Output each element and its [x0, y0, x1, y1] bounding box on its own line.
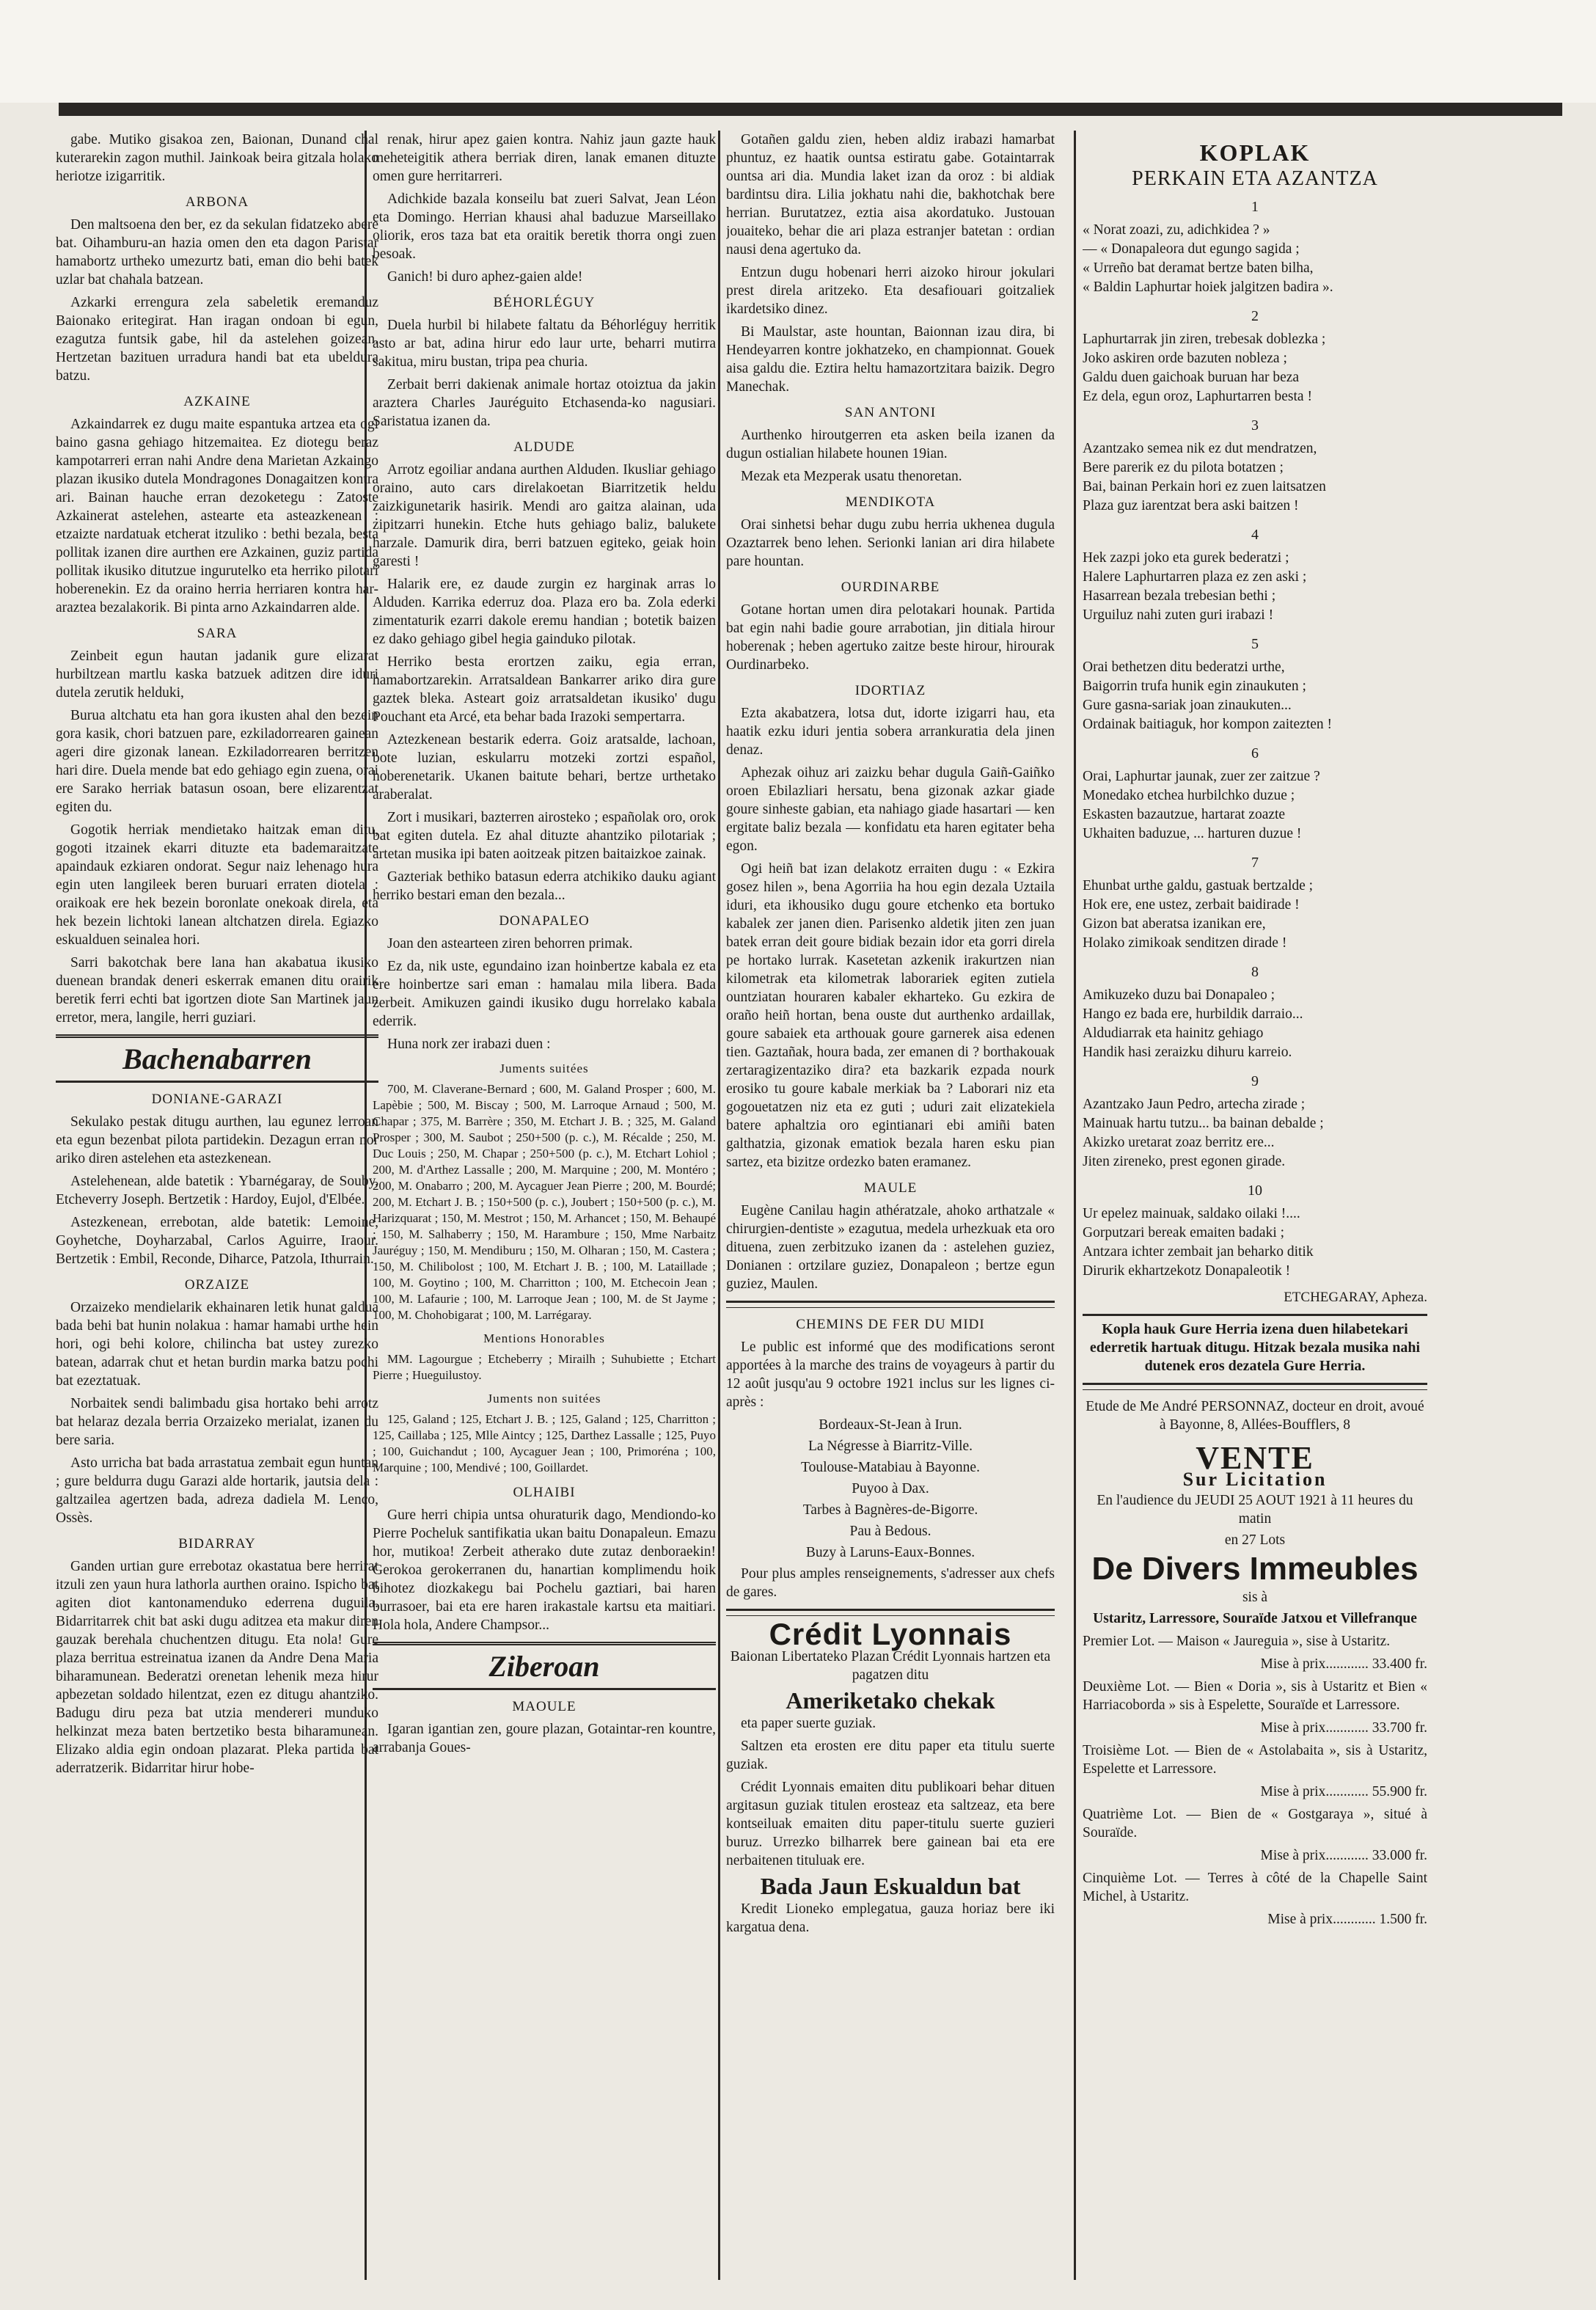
- article-text: Adichkide bazala konseilu bat zueri Salvat, Jean Léon eta Domingo. Herrian khausi ahal baduzue Marseillako oliorik, eros taza bat eta oraitik beretik thorra ongi zuen besoak.: [373, 191, 716, 262]
- section-heading: CHEMINS DE FER DU MIDI: [796, 1317, 985, 1332]
- article-text: Ganden urtian gure errebotaz okastatua bere herrirat itzuli zen yaun hura lathorla aurthen oraino. Ispicho bat agiten diot kantonamenduko ederrena duguila. Bidarritarrek chit bat aski dugu aditzea eta makur diren gauzak berehala chuchentzen ditugu. Eta nola! Gure plaza berritua estreinatua izanen da Andre Dena Maria biharamunean. Bederatzi orenetan lehenik meza hirur apbezetan soldado hilentzat, ezen ez ditugu ahantziko. Badugu diru peza bat utzia mendereri munduko helkinzat meza baten bertzetiko besta biharamunean. Elizako aldia egin ondoan plazarat. Pleka partida bat aderratzerik. Bidarritar hirur hobe-: [56, 1559, 378, 1776]
- prize-list: 700, M. Claverane-Bernard ; 600, M. Galand Prosper ; 600, M. Lapèbie ; 500, M. Biscay ; 500, M. Larroque Arnaud ; 500, M. Chapar ; 375, M. Barrère ; 350, M. Etchart J. B. ; 325, M. Galand Prosper ; 300, M. Saubot ; 250+500 (p. c.), M. Récalde ; 250, M. Duc Louis ; 250, M. Chapar ; 250+500 (p. c.), M. Etchart Lohiol ; 200, M. d'Arthez Lassalle ; 200, M. Marquine ; 200, M. Montéro ; 200, M. Onabarro ; 200, M. Aycaguer Jean Pierre ; 200, M. Bourdé; 200, M. Etchart J. B. ; 150+500 (p. c.), Joubert ; 150+500 (p. c.), M. Harizquarat ; 150, M. Mestrot ; 150, M. Arhancet ; 150, M. Behaupé ; 150, M. Salhaberry ; 150, M. Harambure ; 150, Mme Narbaitz Jauréguy ; 150, M. Mendiburu ; 150, M. Olharan ; 150, M. Castera ; 150, M. Chilibolost ; 100, M. Etchart J. B. ; 100, M. Lataillade ; 100, M. Goytino ; 100, M. Charritton ; 100, M. Etchecoin Jean ; 100, M. Lafaurie ; 100, M. Larroque Jean ; 100, M. de St Jayme ; 100, M. Chohobigarat ; 100, M. Larrégaray.: [373, 1082, 716, 1322]
- poem-note: Kopla hauk Gure Herria izena duen hilabetekari ederretik hartuak ditugu. Hitzak bezala musika nahi dutenek eros dezatela Gure Herria.: [1083, 1314, 1427, 1375]
- lot-description: Cinquième Lot. — Terres à côté de la Chapelle Saint Michel, à Ustaritz.: [1083, 1871, 1427, 1904]
- column-4: [1083, 131, 1427, 2287]
- region-banner: Bachenabarren: [56, 1034, 378, 1083]
- notice-text: Pour plus amples renseignements, s'adresser aux chefs de gares.: [726, 1566, 1055, 1600]
- article-text: Gotañen galdu zien, heben aldiz irabazi hamarbat phuntuz, ez haatik ountsa estiratu gabe. Gotaintarrak ountsa ari dia. Mundia laket izan da oroz : bi aldiak bardintsu dira. Lilia jokhatu nahi die, bakhotchak bere herrian. Burutatzez, eztia aisa akordatuko. Justouan jouaiteko, behar die ari plaza estranjer batetan : ordian nausi dena agertuko da.: [726, 132, 1055, 257]
- column-divider: [718, 131, 720, 2280]
- stanza-number: 1: [1251, 199, 1259, 215]
- page-top-margin: [0, 0, 1596, 103]
- verse-line: Eskasten bazautzue, hartarat zoazte: [1083, 807, 1286, 822]
- article-text: Sekulako pestak ditugu aurthen, lau egunez lerroan eta egun bezenbat pilota partidekin. Dezagun erran nor ariko diren astelehen eta astezkenean.: [56, 1114, 378, 1166]
- article-text: Ez da, nik uste, egundaino izan hoinbertze kabala ez eta ere hoinbertze sari eman : hamalau mila libera. Bada zerbeit. Amikuzen gaindi ikusiko dugu horrelako kabala ederrik.: [373, 959, 716, 1029]
- prize-list: 125, Galand ; 125, Etchart J. B. ; 125, Galand ; 125, Charritton ; 125, Caillaba ; 125, Mlle Aintcy ; 125, Darthez Lassalle ; 125, Puyo ; 100, Guichandut ; 100, Aycaguer Jean ; 100, Primoréna ; 100, Marquine ; 100, Mendivé ; 100, Goillardet.: [373, 1412, 716, 1474]
- rail-line: Buzy à Laruns-Eaux-Bonnes.: [805, 1545, 975, 1560]
- article-text: Ogi heiñ bat izan delakotz erraiten dugu : « Ezkira gosez hilen », bena Agorriia ha hou egin dezala Uztaila iduri, eta ikhousiko dugu goure etchenko eta bortuko kabalek zer janen dien. Parisenko aldetik jiten zen juan batek erran deit goure bidiak bezain idor eta gorri direla pe hortako lurrak. Kasetetan azkenik irakurtzen nian kilometrak eta kilometrak laborariek egiten zutiela ountziatan houraren kabaler ekharteko. Gu ezkira de oraño heiñ hortan, bena ouste dut aurthenko ardaillak, goure sabaiek eta arthouak goure garnerek aisa edenen tien. Gaztañak, houra bada, zer emanen di ? borthakouak zertaragizentaziko dira? eta bazkarik ezpada nourk erosiko tu goure kabale merkiak ba ? Laborari niz eta gogouetatzen niz eta ez guti ; uduri zait elizatekiela batere aphaltzia oro egintianari ebi amiñi baten galthatzia, gizonak ematiok bezala haren esku pian sartez, eta bizitze ordezko baten eramanez.: [726, 861, 1055, 1170]
- article-text: Bi Maulstar, aste hountan, Baionnan izau dira, bi Hendeyarren kontre jokhatzeko, en championnat. Gouek aisa galdu die. Eztira heltu hamazortzitara baizik. Degro Manechak.: [726, 324, 1055, 395]
- notice-text: Le public est informé que des modifications seront apportées à la marche des trains de voyageurs à partir du 12 août jusqu'au 9 octobre 1921 inclus sur les lignes ci-après :: [726, 1339, 1055, 1410]
- verse-line: Joko askiren orde bazuten nobleza ;: [1083, 351, 1287, 366]
- verse-line: Dirurik ekhartzekotz Donapaleotik !: [1083, 1263, 1291, 1279]
- verse-line: Holako zimikoak senditzen dirade !: [1083, 935, 1287, 951]
- separator-rule: [726, 1609, 1055, 1616]
- section-heading: BÉHORLÉGUY: [493, 295, 596, 310]
- article-text: gabe. Mutiko gisakoa zen, Baionan, Dunand chal kuterarekin zagon muthil. Jainkoak beira gitzala holako heriotze izigarritik.: [56, 132, 378, 184]
- section-heading: DONAPALEO: [499, 913, 590, 929]
- section-heading: OURDINARBE: [841, 580, 940, 595]
- advert-subtitle: Bada Jaun Eskualdun bat: [760, 1873, 1021, 1899]
- stanza-number: 9: [1251, 1073, 1259, 1089]
- verse-line: « Baldin Laphurtar hoiek jalgitzen badira ».: [1083, 279, 1333, 295]
- verse-line: Bai, bainan Perkain hori ez zuen laitsatzen: [1083, 479, 1326, 494]
- article-text: Zort i musikari, bazterren airosteko ; españolak oro, orok bat egiten dutela. Ez ahal dituzte ahantziko pilotariak ; artetan musika ipi baten aoitzeak pitzen baitaizkoe zainak.: [373, 810, 716, 862]
- verse-line: Ordainak baitiaguk, hor kompon zaitezten !: [1083, 717, 1333, 732]
- verse-line: Baigorrin trufa hunik egin zinaukuten ;: [1083, 679, 1306, 694]
- verse-line: Ehunbat urthe galdu, gastuak bertzalde ;: [1083, 878, 1314, 893]
- article-text: Arrotz egoiliar andana aurthen Alduden. Ikusliar gehiago oraino, auto cars direlakoetan Biarritzetik heldu zaizkigunetarik hasirik. Mendi aro gaitza alainan, uda zipitzarri hunekin. Etche huts gehiago baliz, balukete harzale. Damurik dira, berri batzuen egiteko, geiak hoin garesti !: [373, 462, 716, 569]
- advert-text: eta paper suerte guziak.: [741, 1716, 876, 1731]
- advert-text: Baionan Libertateko Plazan Crédit Lyonnais hartzen eta pagatzen ditu: [730, 1649, 1051, 1683]
- rail-line: Bordeaux-St-Jean à Irun.: [819, 1417, 962, 1433]
- verse-line: Orai bethetzen ditu bederatzi urthe,: [1083, 659, 1285, 675]
- verse-line: Gorputzari bereak emaiten badaki ;: [1083, 1225, 1285, 1240]
- verse-line: Plaza guz iarentzat bera aski baitzen !: [1083, 498, 1299, 513]
- section-heading: MENDIKOTA: [845, 494, 936, 510]
- article-text: Ezta akabatzera, lotsa dut, idorte izigarri hau, eta haatik ezku iduri jentia sobera arrankuratia dela jinen denaz.: [726, 706, 1055, 758]
- article-text: Astezkenean, errebotan, alde batetik: Lemoine, Goyhetche, Doyharzabal, Carlos Aguirre, Iraour. Bertzetik : Embil, Reconde, Diharce, Patzola, Ithurrain.: [56, 1215, 378, 1267]
- region-banner: Ziberoan: [373, 1642, 716, 1690]
- lot-price: Mise à prix............ 55.900 fr.: [1260, 1784, 1427, 1799]
- lot-price: Mise à prix............ 33.400 fr.: [1260, 1656, 1427, 1672]
- stanza-number: 5: [1251, 636, 1259, 652]
- article-text: renak, hirur apez gaien kontra. Nahiz jaun gazte hauk meheteigitik athera berriak diren, lanak emanen dituzte omen gure herritarreri.: [373, 132, 716, 184]
- verse-line: Akizko uretarat zoaz berritz ere...: [1083, 1135, 1275, 1150]
- verse-line: Orai, Laphurtar jaunak, zuer zer zaitzue ?: [1083, 769, 1320, 784]
- verse-line: Urguiluz nahi zuten guri irabazi !: [1083, 607, 1274, 623]
- subheading: Juments suitées: [499, 1061, 589, 1075]
- subheading: Mentions Honorables: [483, 1331, 605, 1345]
- verse-line: Hok ere, ene ustez, zerbait baidirade !: [1083, 897, 1300, 913]
- stanza: [1083, 1095, 1427, 1172]
- article-text: Ganich! bi duro aphez-gaien alde!: [387, 269, 583, 285]
- column-2: [373, 131, 716, 2287]
- verse-line: Jiten zireneko, prest egonen girade.: [1083, 1154, 1286, 1169]
- verse-line: Aldudiarrak eta hainitz gehiago: [1083, 1026, 1264, 1041]
- section-heading: ARBONA: [185, 194, 249, 210]
- article-text: Mezak eta Mezperak usatu thenoretan.: [741, 469, 962, 484]
- article-text: Entzun dugu hobenari herri aizoko hirour jokulari prest direla aritzeko. Eta desafiouari goitzaliek ikardetsiko dinez.: [726, 265, 1055, 317]
- verse-line: Azantzako Jaun Pedro, artecha zirade ;: [1083, 1097, 1306, 1112]
- stanza-number: 4: [1251, 527, 1259, 543]
- subheading: Juments non suitées: [487, 1392, 601, 1406]
- article-text: Herriko besta erortzen zaiku, egia erran, hamabortzarekin. Arratsaldean Bankarrer ariko dira gure gaztek bleka. Asteart goiz arratsaldetan ikusiko' dugu Pouchant eta Arcé, eta behar bada Irazoki sempertarra.: [373, 654, 716, 725]
- article-text: Astelehenean, alde batetik : Ybarnégaray, de Souby, Etcheverry Joseph. Bertzetik : Hardoy, Eujol, d'Elbée.: [56, 1174, 378, 1207]
- stanza: [1083, 330, 1427, 406]
- section-heading: MAOULE: [512, 1699, 576, 1714]
- verse-line: Hasarrean bezala trebesian bethi ;: [1083, 588, 1276, 604]
- article-text: Huna nork zer irabazi duen :: [387, 1037, 551, 1052]
- verse-line: Mainuak hartu tutzu... ba bainan debalde ;: [1083, 1116, 1324, 1131]
- verse-line: Ez dela, egun oroz, Laphurtarren besta !: [1083, 389, 1312, 404]
- article-text: Burua altchatu eta han gora ikusten ahal den bezein gora kasik, chori batzuen pare, ezkiladorrearen gainean ageri dire gizonak lanean. Ezkiladorrearen berritzen hari dire. Duela mende bat edo gehiago egin zuena, orai ere Sarako herriak batasun osoan, bere elizarentzat egiten du.: [56, 708, 378, 815]
- article-text: Norbaitek sendi balimbadu gisa hortako behi arrotz bat helaraz dezala berria Orzaizeko merialat, izanen du bere saria.: [56, 1396, 378, 1448]
- verse-line: Ukhaiten baduzue, ... harturen duzue !: [1083, 826, 1302, 841]
- stanza: [1083, 549, 1427, 625]
- section-heading: ALDUDE: [513, 439, 576, 455]
- article-text: Halarik ere, ez daude zurgin ez harginak arras lo Alduden. Karrika ederruz doa. Plaza ero ba. Zola ederki zimentaturik ezarri dakole eremu handian ; botetik baizen ez dako gehiago gibel hegia gainduko pilotak.: [373, 577, 716, 647]
- section-heading: OLHAIBI: [513, 1485, 576, 1500]
- verse-line: Laphurtarrak jin ziren, trebesak doblezka ;: [1083, 332, 1326, 347]
- section-heading: DONIANE-GARAZI: [151, 1092, 283, 1107]
- lot-price: Mise à prix............ 33.000 fr.: [1260, 1848, 1427, 1863]
- rail-line: Pau à Bedous.: [849, 1524, 931, 1539]
- article-text: Gazteriak bethiko batasun ederra atchikiko dauku agiant herriko bestari eman den bezala...: [373, 869, 716, 903]
- sale-text: sis à: [1242, 1590, 1268, 1605]
- column-3: [726, 131, 1055, 2287]
- article-text: Gotane hortan umen dira pelotakari hounak. Partida bat egin nahi badie goure arrabotian, jin ditiala hirour hoberenak ; heben agertuko zaitze beste hirour, hirourak Ourdinarbeko.: [726, 602, 1055, 673]
- separator-rule: [726, 1301, 1055, 1308]
- verse-line: Handik hasi zeraizku dihuru karreio.: [1083, 1045, 1292, 1060]
- stanza: [1083, 439, 1427, 516]
- header-rule: [59, 103, 1562, 116]
- stanza-number: 10: [1248, 1183, 1262, 1199]
- article-text: Orzaizeko mendielarik ekhainaren letik hunat galdua bada behi bat hunin nolakua : hamar hamabi urthe hein hori, ogi behi kolore, chilincha bat ustey zurezko batean, adarrak chut et hetan burdin marka batzu pochi bat ezeztatuak.: [56, 1300, 378, 1389]
- article-text: Aphezak oihuz ari zaizku behar dugula Gaiñ-Gaiñko oroen Ebilazliari hersatu, bena gizonak azkar giade goure sinheste gabian, eta nahiago giade hasartari — ken ergitate baliz bezala — konfidatu eta haren egitater beha egon.: [726, 765, 1055, 854]
- verse-line: Azantzako semea nik ez dut mendratzen,: [1083, 441, 1317, 456]
- verse-line: Halere Laphurtarren plaza ez zen aski ;: [1083, 569, 1307, 585]
- advert-subtitle: Ameriketako chekak: [786, 1687, 995, 1714]
- stanza: [1083, 986, 1427, 1062]
- article-text: Zerbait berri dakienak animale hortaz otoiztua da jakin araztera Charles Jauréguito Etchasenda-ko nagusiari. Saristatua izanen da.: [373, 377, 716, 429]
- sale-title: VENTE: [1196, 1440, 1314, 1476]
- stanza-number: 3: [1251, 417, 1259, 434]
- section-heading: SAN ANTONI: [844, 405, 937, 420]
- column-divider: [1074, 131, 1076, 2280]
- verse-line: Ur epelez mainuak, saldako oilaki !....: [1083, 1206, 1300, 1221]
- section-heading: SARA: [197, 626, 238, 641]
- prize-list: MM. Lagourgue ; Etcheberry ; Mirailh ; Suhubiette ; Etchart Pierre ; Hueguilustoy.: [373, 1352, 716, 1382]
- article-text: Azkaindarrek ez dugu maite espantuka artzea eta ogi baino gasna gehiago hitzemaitea. Ez diotegu beraz kampotarreri erran nahi Andre dena Marietan Azkaingo plazan ikusiko dutela Mondragones Donagaitzen kontra ari. Bainan hauche erran dezoketegu : Zatoste Azkainerat astelehen, astearte eta asteazkenean : etzaizte nardatuak etcherat itzuliko : bethi bezala, besta pollitak izanen dire aurthen ere Azkainen, guziz partida pollitak ikusiko ditutzue ingurutelko eta herriko pilotari hoberenekin. Ez da oraino herria herriaren kontra har-araztea bezalakorik. Bi pinta arno Azkaindarren alde.: [56, 417, 378, 615]
- section-heading: BIDARRAY: [178, 1536, 256, 1551]
- sale-lots: en 27 Lots: [1224, 1532, 1286, 1548]
- rail-line: La Négresse à Biarritz-Ville.: [808, 1439, 973, 1454]
- stanza: [1083, 877, 1427, 953]
- section-heading: AZKAINE: [183, 394, 251, 409]
- section-heading: IDORTIAZ: [854, 683, 926, 698]
- verse-line: Hek zazpi joko eta gurek bederatzi ;: [1083, 550, 1289, 566]
- section-heading: MAULE: [863, 1180, 918, 1196]
- article-text: Gogotik herriak mendietako haitzak eman ditu, gogoti itzainek ekarri dituzte eta bademaraitzate apaindauk ezkiaren ondorat. Segur naiz lehenago hura egin uten langileek beren buruari erraten diotela : oraikoak ere hek bezein boronlate onekoak direla, eta hek bezein lichtoki lanean altchatzen direla. Egiazko eskualduen seinalea hori.: [56, 822, 378, 948]
- verse-line: Galdu duen gaichoak buruan har beza: [1083, 370, 1300, 385]
- article-text: Aztezkenean bestarik ederra. Goiz aratsalde, lachoan, bote luzian, eskularru motzeki zortzi español, hoberenetarik. Ukanen baitute behari, bertze urthetako araberalat.: [373, 732, 716, 803]
- stanza: [1083, 221, 1427, 297]
- stanza-number: 6: [1251, 745, 1259, 761]
- article-text: Sarri bakotchak bere lana han akabatua ikusiko duenean brandak deneri eskerrak emanen ditu orairik beretik ferri echti bat igortzen diote San Martinek jaun erretor, mera, langile, herri guziari.: [56, 955, 378, 1026]
- article-text: Azkarki errengura zela sabeletik eremanduz Baionako eritegirat. Han iragan ondoan bi egun, ezagutza funtsik gabe, hil da astelehen goizean. Hertzetan bazituen urradura handi bat eta ubeldura batzu.: [56, 295, 378, 384]
- rail-line: Puyoo à Dax.: [852, 1481, 929, 1496]
- verse-line: Amikuzeko duzu bai Donapaleo ;: [1083, 987, 1275, 1003]
- sale-headline: De Divers Immeubles: [1091, 1551, 1419, 1587]
- advert-title: Crédit Lyonnais: [769, 1617, 1012, 1651]
- stanza: [1083, 767, 1427, 844]
- rail-line: Tarbes à Bagnères-de-Bigorre.: [802, 1502, 978, 1518]
- lot-price: Mise à prix............ 33.700 fr.: [1260, 1720, 1427, 1736]
- sale-places: Ustaritz, Larressore, Souraïde Jatxou et Villefranque: [1093, 1611, 1417, 1626]
- verse-line: Bere parerik ez du pilota botatzen ;: [1083, 460, 1284, 475]
- poem-subtitle: PERKAIN ETA AZANTZA: [1132, 167, 1378, 190]
- article-text: Aurthenko hiroutgerren eta asken beila izanen da dugun ostialian hilabete hounen 19ian.: [726, 428, 1055, 461]
- advert-text: Crédit Lyonnais emaiten ditu publikoari behar dituen argitasun guziak titulen erosteaz eta saltzeaz, eta bere kontseiluak emaiten ditu paper-titulu suerte guzieri buruz. Urrezko bilharrek bere gainean bai eta ere nerbaitenen tituluak ere.: [726, 1780, 1055, 1868]
- article-text: Igaran igantian zen, goure plazan, Gotaintar-ren kountre, arrabanja Goues-: [373, 1722, 716, 1755]
- separator-rule: [1083, 1383, 1427, 1390]
- article-text: Gure herri chipia untsa ohuraturik dago, Mendiondo-ko Pierre Pocheluk santifikatia ukan baitu Donapaleun. Emazu hor, mutikoa! Zerbeit atherako dute zutaz denboraekin! Gerokoa gerokerranen du, hanartian komplimendu hoik bihotez diozkakegu bai Pochelu gaztiari, bai haren burrasoer, bai eta ere haren irakastale kartsu eta maitiari. Hola hola, Andere Champsor...: [373, 1507, 716, 1633]
- sale-subtitle: Sur Licitation: [1182, 1469, 1328, 1490]
- verse-line: Gizon bat aberatsa izanikan ere,: [1083, 916, 1266, 932]
- lot-description: Deuxième Lot. — Bien « Doria », sis à Ustaritz et Bien « Harriacoborda » sis à Espelette, Souraïde et Larressore.: [1083, 1679, 1427, 1713]
- article-text: Eugène Canilau hagin athératzale, ahoko arthatzale « chirurgien-dentiste » ezagutua, medela urhezkuak eta oro dituena, zuen zerbitzuko izanen da : astelehen guziez, Donianen : ortzilare guziez, Donapaleon ; bertze egun guziez, Maulen.: [726, 1203, 1055, 1292]
- poem-title: KOPLAK: [1199, 139, 1311, 166]
- article-text: Zeinbeit egun hautan jadanik gure elizarat hurbiltzean martlu kaska batzuek aditzen dire iduri dutela zerutik helduki,: [56, 648, 378, 701]
- article-text: Joan den astearteen ziren behorren primak.: [387, 936, 633, 951]
- lot-description: Quatrième Lot. — Bien de « Gostgaraya », situé à Souraïde.: [1083, 1807, 1427, 1841]
- notary-header: Etude de Me André PERSONNAZ, docteur en droit, avoué à Bayonne, 8, Allées-Boufflers, 8: [1086, 1399, 1424, 1433]
- verse-line: Monedako etchea hurbilchko duzue ;: [1083, 788, 1295, 803]
- verse-line: « Urreño bat deramat bertze baten bilha,: [1083, 260, 1314, 276]
- verse-line: Gure gasna-sariak joan zinaukuten...: [1083, 698, 1292, 713]
- stanza: [1083, 1205, 1427, 1281]
- verse-line: « Norat zoazi, zu, adichkidea ? »: [1083, 222, 1270, 238]
- stanza-number: 2: [1251, 308, 1259, 324]
- stanza: [1083, 658, 1427, 734]
- article-text: Den maltsoena den ber, ez da sekulan fidatzeko abere bat. Oihamburu-an hazia omen den eta dagon Paristar hamabortz urtheko umezurtz bati, eman dio behi batek uzlar bat chahala batzean.: [56, 217, 378, 288]
- verse-line: Hango ez bada ere, hurbildik darraio...: [1083, 1006, 1303, 1022]
- sale-date: En l'audience du JEUDI 25 AOUT 1921 à 11 heures du matin: [1097, 1493, 1413, 1527]
- article-text: Duela hurbil bi hilabete faltatu da Béhorléguy herritik asto ar bat, adina hirur edo laur urte, beharri mutirra sakitua, miru bustan, tripa pea churia.: [373, 318, 716, 370]
- author-signature: ETCHEGARAY, Apheza.: [1284, 1290, 1427, 1305]
- column-1: [56, 131, 378, 2287]
- stanza-number: 7: [1251, 855, 1259, 871]
- verse-line: Antzara ichter zembait jan beharko ditik: [1083, 1244, 1314, 1260]
- advert-text: Kredit Lioneko emplegatua, gauza horiaz bere iki kargatua dena.: [726, 1901, 1055, 1935]
- section-heading: ORZAIZE: [184, 1277, 250, 1293]
- article-text: Asto urricha bat bada arrastatua zembait egun huntan ; gure beldurra dugu Garazi alde hortarik, jautsia dela : galtzailea agertzen bada, adreza dadiela M. Lenco, Ossès.: [56, 1455, 378, 1526]
- lot-description: Troisième Lot. — Bien de « Astolabaita », sis à Ustaritz, Espelette et Larressore.: [1083, 1743, 1427, 1777]
- article-text: Orai sinhetsi behar dugu zubu herria ukhenea dugula Ozaztarrek beno lehen. Serionki lanian ari dira hilabete pare hountan.: [726, 517, 1055, 569]
- stanza-number: 8: [1251, 964, 1259, 980]
- verse-line: — « Donapaleora dut egungo sagida ;: [1083, 241, 1300, 257]
- lot-price: Mise à prix............ 1.500 fr.: [1267, 1912, 1427, 1927]
- advert-text: Saltzen eta erosten ere ditu paper eta titulu suerte guziak.: [726, 1739, 1055, 1772]
- rail-line: Toulouse-Matabiau à Bayonne.: [801, 1460, 980, 1475]
- lot-description: Premier Lot. — Maison « Jaureguia », sise à Ustaritz.: [1083, 1634, 1391, 1649]
